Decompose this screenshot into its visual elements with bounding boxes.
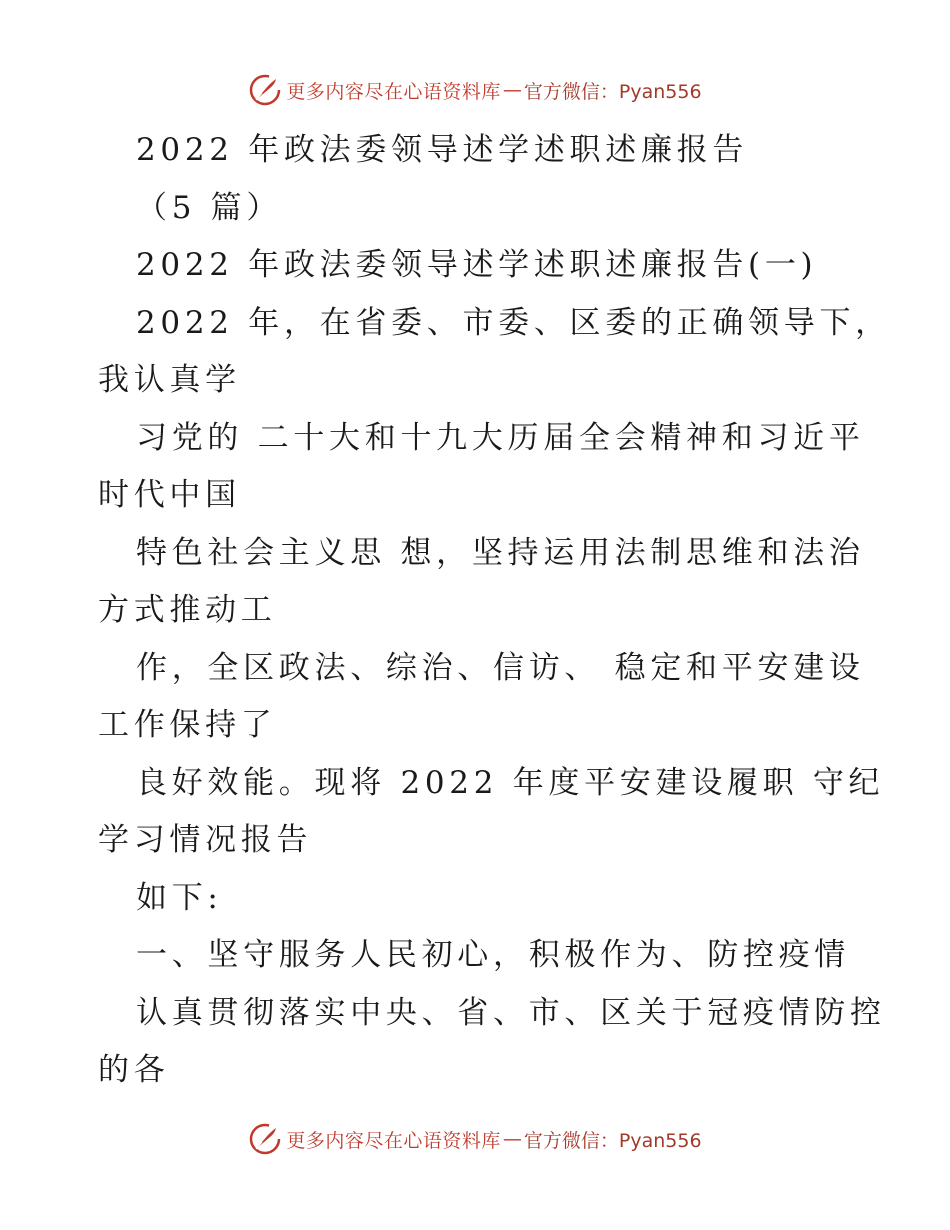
section-heading: 2022 年政法委领导述学述职述廉报告(一) (136, 247, 818, 283)
body-line: 时代中国 (98, 477, 241, 513)
body-line: 方式推动工 (98, 592, 277, 628)
header-watermark (0, 70, 950, 110)
document-title: 2022 年政法委领导述学述职述廉报告 (136, 132, 749, 168)
document-body (98, 122, 891, 1100)
body-line: 习党的 二十大和十九大历届全会精神和习近平 (136, 419, 865, 456)
header-separator: — (502, 79, 522, 101)
document-subtitle: （5 篇） (136, 189, 283, 226)
body-line: 2022 年，在省委、市委、区委的正确领导下， (136, 304, 891, 341)
footer-separator: — (502, 1128, 522, 1150)
body-line: 学习情况报告 (98, 822, 313, 858)
body-line: 良好效能。现将 2022 年度平安建设履职 守纪 (136, 764, 885, 801)
header-note: 更多内容尽在心语资料库 (286, 80, 501, 103)
footer-note: 更多内容尽在心语资料库 (286, 1129, 501, 1152)
body-line: 我认真学 (98, 362, 241, 398)
quill-pen-logo-icon (248, 1122, 282, 1156)
body-line: 的各 (98, 1052, 170, 1088)
footer-wechat: 官方微信：Pyan556 (523, 1129, 702, 1152)
body-line: 特色社会主义思 想，坚持运用法制思维和法治 (136, 534, 865, 571)
quill-pen-logo-icon (248, 73, 282, 107)
body-line: 工作保持了 (98, 707, 277, 743)
body-line: 如下: (136, 879, 223, 916)
body-line: 认真贯彻落实中央、省、市、区关于冠疫情防控 (136, 994, 886, 1031)
footer-watermark (0, 1119, 950, 1159)
section-heading-1: 一、坚守服务人民初心，积极作为、防控疫情 (136, 937, 850, 973)
header-wechat: 官方微信：Pyan556 (523, 80, 702, 103)
body-line: 作，全区政法、综治、信访、 稳定和平安建设 (136, 649, 865, 686)
